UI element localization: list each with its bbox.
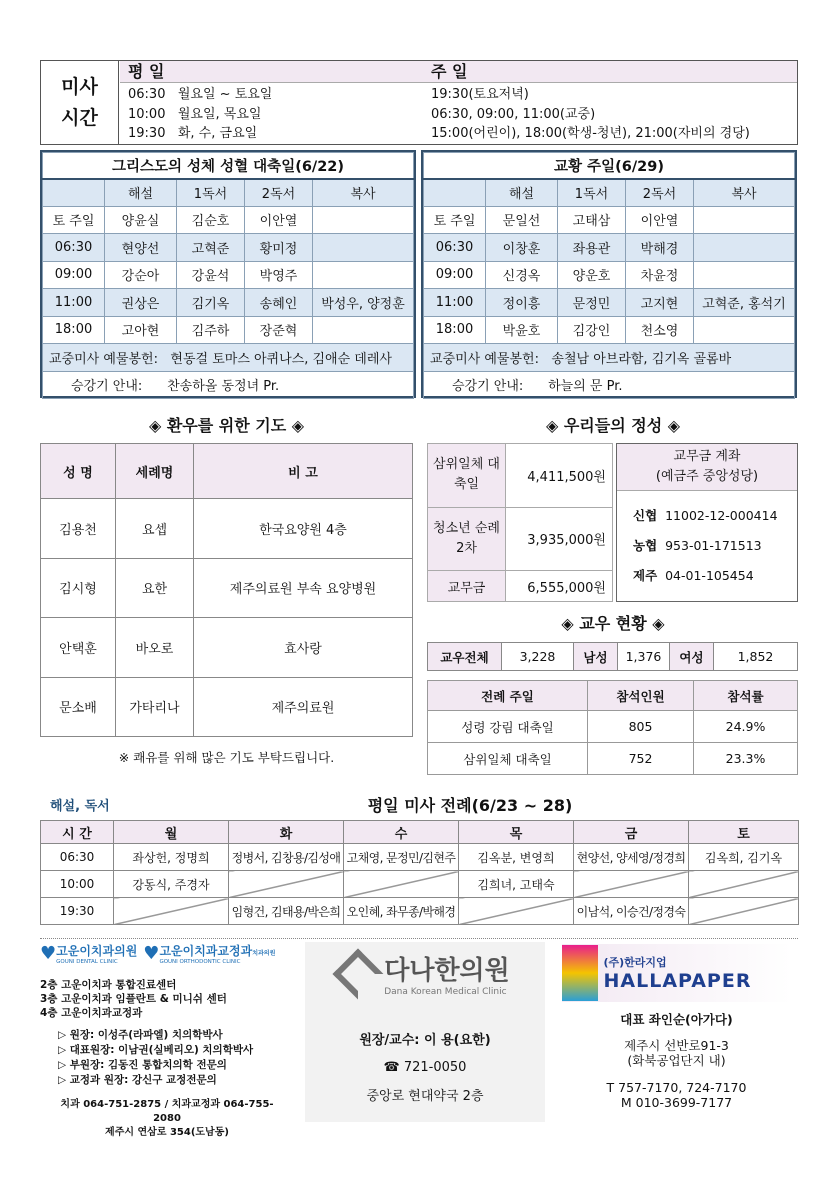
cell: 제주의료원	[194, 677, 413, 737]
cell: 송혜인	[245, 289, 313, 317]
female-value: 1,852	[714, 643, 798, 671]
cell	[694, 206, 795, 234]
weekday-mass-line: 10:00 월요일, 목요일	[128, 106, 262, 122]
account-row	[633, 501, 797, 531]
cell	[313, 261, 414, 289]
halla-address-2: (화북공업단지 내)	[627, 1053, 726, 1068]
offering-label: 교중미사 예물봉헌:	[49, 351, 158, 367]
cell: 24.9%	[694, 711, 798, 743]
cell: 김용천	[41, 499, 116, 559]
cell: 황미정	[245, 234, 313, 262]
staff-line: ▷ 대표원장: 이남권(실베리오) 치의학박사	[58, 1044, 254, 1056]
sunday-mass-line: 15:00(어린이), 18:00(학생-청년), 21:00(자비의 경당)	[431, 126, 750, 141]
table-row	[41, 844, 799, 871]
cell: 김희녀, 고태숙	[459, 871, 574, 898]
cell: 강윤석	[177, 261, 245, 289]
sunday-mass-line: 19:30(토요저녁)	[431, 87, 529, 102]
cell: 문소배	[41, 677, 116, 737]
prayer-table	[40, 443, 413, 737]
hymn-title: 하늘의 문 Pr.	[548, 379, 623, 395]
account-title	[617, 444, 797, 491]
weekday-side-label: 해설, 독서	[50, 799, 110, 814]
weekday-table	[40, 820, 799, 925]
dental-logos	[40, 942, 293, 974]
attendance-table	[427, 680, 798, 775]
hymn-line	[43, 371, 414, 399]
male-label: 남성	[574, 643, 618, 671]
table-row	[43, 289, 414, 317]
empty-cell	[459, 898, 574, 925]
attend-header: 참석인원	[588, 681, 694, 711]
hymn-line	[424, 371, 795, 399]
empty-cell	[574, 871, 689, 898]
table-row	[428, 571, 613, 602]
bank-name: 제주	[633, 568, 658, 583]
empty-cell	[114, 898, 229, 925]
table-row	[41, 499, 413, 559]
empty-cell	[689, 871, 799, 898]
cell: 06:30	[424, 234, 486, 262]
table-row	[424, 316, 795, 344]
offering-names: 송철남 아브라함, 김기옥 골롬바	[551, 351, 732, 367]
cell: 요셉	[116, 499, 194, 559]
table-row	[43, 206, 414, 234]
tooth-icon: ♥	[143, 943, 160, 964]
cell: 강순아	[105, 261, 177, 289]
dental-logo-2-tag: 치과의원	[252, 950, 276, 957]
ad-dental	[40, 942, 293, 1138]
cell: 오인혜, 좌무종/박해경	[344, 898, 459, 925]
offering-amount: 3,935,000원	[506, 507, 613, 571]
offering-line	[424, 344, 795, 372]
table-row	[43, 316, 414, 344]
halla-logo-icon	[562, 945, 598, 1001]
dental-contact	[40, 1098, 280, 1140]
offering-amount: 4,411,500원	[506, 444, 613, 508]
schedule-header	[424, 179, 486, 207]
table-row	[428, 711, 798, 743]
weekday-header: 금	[574, 821, 689, 844]
schedule-header: 1독서	[177, 179, 245, 207]
cell	[313, 206, 414, 234]
weekday-header: 화	[229, 821, 344, 844]
offering-label: 청소년 순례 2차	[428, 507, 506, 571]
table-row	[428, 507, 613, 571]
cell: 고혁준	[177, 234, 245, 262]
account-number: 953-01-171513	[665, 538, 762, 553]
bank-name: 신협	[633, 508, 658, 523]
cell: 김시형	[41, 558, 116, 618]
offering-label: 삼위일체 대축일	[428, 444, 506, 508]
staff-line: ▷ 교정과 원장: 강신구 교정전문의	[58, 1074, 217, 1086]
floor-line: 2층 고운이치과 통합진료센터	[40, 979, 177, 991]
halla-mobile: M 010-3699-7177	[620, 1095, 733, 1110]
weekday-mass-heading: 평 일	[120, 61, 427, 83]
schedule-header: 2독서	[626, 179, 694, 207]
halla-address-1: 제주시 선반로91-3	[624, 1038, 729, 1053]
mass-times-box	[40, 60, 798, 145]
account-number: 04-01-105454	[665, 568, 754, 583]
cell: 박영주	[245, 261, 313, 289]
dana-logo-icon	[333, 948, 384, 999]
offering-label: 교무금	[428, 571, 506, 602]
empty-cell	[344, 871, 459, 898]
cell	[313, 316, 414, 344]
cell: 이창훈	[486, 234, 558, 262]
cell: 양운호	[558, 261, 626, 289]
tooth-icon: ♥	[40, 943, 57, 964]
cell: 강동식, 주경자	[114, 871, 229, 898]
cell: 06:30	[41, 844, 114, 871]
dental-phone: 치과 064-751-2875 / 치과교정과 064-755-2080	[60, 1099, 274, 1124]
dental-staff	[40, 1028, 293, 1088]
cell: 고채영, 문정민/김현주	[344, 844, 459, 871]
dental-logo-1-text: 고운이치과의원	[56, 944, 138, 958]
ad-halla	[555, 942, 798, 1122]
weekday-mass-line: 19:30 화, 수, 금요일	[128, 126, 258, 141]
table-row	[43, 261, 414, 289]
cell: 11:00	[424, 289, 486, 317]
table-row	[41, 677, 413, 737]
offering-heading: ◈ 우리들의 정성 ◈	[545, 416, 681, 435]
account-row	[633, 531, 797, 561]
cell: 11:00	[43, 289, 105, 317]
account-box	[616, 443, 798, 602]
schedule-header: 1독서	[558, 179, 626, 207]
cell: 09:00	[424, 261, 486, 289]
cell: 805	[588, 711, 694, 743]
cell: 09:00	[43, 261, 105, 289]
mass-label-1: 미사	[61, 76, 98, 99]
members-heading: ◈ 교우 현황 ◈	[561, 614, 665, 633]
hymn-label: 승강기 안내:	[71, 379, 143, 395]
cell: 성령 강림 대축일	[428, 711, 588, 743]
empty-cell	[229, 871, 344, 898]
table-row	[43, 234, 414, 262]
cell: 김옥분, 변영희	[459, 844, 574, 871]
staff-line: ▷ 원장: 이성주(라파엘) 치의학박사	[58, 1029, 223, 1041]
cell: 천소영	[626, 316, 694, 344]
cell: 정이흥	[486, 289, 558, 317]
table-row	[424, 206, 795, 234]
weekday-header: 월	[114, 821, 229, 844]
dental-logo-2	[143, 942, 275, 965]
schedule-right	[421, 150, 797, 398]
offering-names: 현동걸 토마스 아퀴나스, 김애순 데레사	[170, 351, 392, 367]
cell: 안택훈	[41, 618, 116, 678]
hymn-title: 찬송하올 동정녀 Pr.	[167, 379, 280, 395]
male-value: 1,376	[618, 643, 670, 671]
cell: 양윤실	[105, 206, 177, 234]
cell: 박성우, 양정훈	[313, 289, 414, 317]
mass-times-label	[41, 61, 119, 144]
cell: 임형건, 김태용/박은희	[229, 898, 344, 925]
table-row	[41, 871, 799, 898]
cell: 10:00	[41, 871, 114, 898]
cell: 삼위일체 대축일	[428, 743, 588, 775]
cell	[694, 316, 795, 344]
cell: 효사랑	[194, 618, 413, 678]
table-row	[41, 898, 799, 925]
schedule-header: 복사	[694, 179, 795, 207]
mass-label-2: 시간	[61, 106, 98, 129]
cell: 18:00	[43, 316, 105, 344]
cell: 제주의료원 부속 요양병원	[194, 558, 413, 618]
cell	[313, 234, 414, 262]
cell: 정병서, 김창용/김성애	[229, 844, 344, 871]
weekday-header: 토	[689, 821, 799, 844]
schedule-left	[40, 150, 416, 398]
schedule-left-title: 그리스도의 성체 성혈 대축일(6/22)	[43, 153, 414, 179]
cell: 좌용관	[558, 234, 626, 262]
sunday-mass-lines	[427, 85, 797, 144]
attend-header: 참석률	[694, 681, 798, 711]
cell: 752	[588, 743, 694, 775]
halla-logo	[562, 944, 792, 1002]
schedule-header: 해설	[486, 179, 558, 207]
sunday-mass-heading: 주 일	[427, 61, 797, 83]
ad-dana	[305, 942, 545, 1122]
cell: 06:30	[43, 234, 105, 262]
cell: 18:00	[424, 316, 486, 344]
cell: 23.3%	[694, 743, 798, 775]
members-table	[427, 642, 798, 671]
cell: 박해경	[626, 234, 694, 262]
prayer-header: 성 명	[41, 444, 116, 499]
offering-label: 교중미사 예물봉헌:	[430, 351, 539, 367]
halla-logo-kr: (주)한라지업	[603, 956, 667, 969]
halla-contact	[555, 1080, 798, 1110]
cell: 한국요양원 4층	[194, 499, 413, 559]
prayer-heading: ◈ 환우를 위한 기도 ◈	[148, 416, 305, 435]
cell: 요한	[116, 558, 194, 618]
table-row	[41, 618, 413, 678]
dana-name: 다나한의원	[384, 956, 510, 986]
sunday-mass-line: 06:30, 09:00, 11:00(교중)	[431, 106, 596, 122]
cell: 문일선	[486, 206, 558, 234]
weekday-mass-line: 06:30 월요일 ~ 토요일	[128, 87, 273, 102]
halla-tel: T 757-7170, 724-7170	[606, 1080, 747, 1095]
table-row	[41, 558, 413, 618]
table-row	[428, 444, 613, 508]
cell: 김기옥	[177, 289, 245, 317]
cell: 현양선	[105, 234, 177, 262]
dana-sub: Dana Korean Medical Clinic	[384, 987, 507, 997]
cell: 권상은	[105, 289, 177, 317]
dental-logo-2-text: 고운이치과교정과	[159, 944, 253, 958]
schedule-header	[43, 179, 105, 207]
dental-floors	[40, 978, 293, 1020]
cell: 고태삼	[558, 206, 626, 234]
cell: 김순호	[177, 206, 245, 234]
cell: 좌상헌, 정명희	[114, 844, 229, 871]
cell: 고아현	[105, 316, 177, 344]
table-row	[424, 289, 795, 317]
cell: 박윤호	[486, 316, 558, 344]
hymn-label: 승강기 안내:	[452, 379, 524, 395]
empty-cell	[689, 898, 799, 925]
weekday-title: 평일 미사 전례(6/23 ~ 28)	[367, 796, 573, 815]
account-title-2: (예금주 중앙성당)	[655, 469, 759, 484]
cell: 김주하	[177, 316, 245, 344]
dana-director: 원장/교수: 이 용(요한)	[359, 1033, 491, 1048]
cell: 고혁준, 홍석기	[694, 289, 795, 317]
offering-table	[427, 443, 613, 602]
table-row	[424, 261, 795, 289]
table-row	[424, 234, 795, 262]
cell: 이남석, 이승건/정경숙	[574, 898, 689, 925]
dental-logo-1	[40, 942, 137, 965]
cell: 현양선, 양세영/정경희	[574, 844, 689, 871]
cell: 19:30	[41, 898, 114, 925]
bank-name: 농협	[633, 538, 658, 553]
halla-address	[555, 1038, 798, 1068]
cell: 이안열	[245, 206, 313, 234]
total-label: 교우전체	[428, 643, 502, 671]
cell: 토 주일	[43, 206, 105, 234]
schedule-header: 해설	[105, 179, 177, 207]
account-number: 11002-12-000414	[665, 508, 778, 523]
weekday-header: 목	[459, 821, 574, 844]
halla-ceo: 대표 좌인순(아가다)	[620, 1012, 733, 1027]
dana-logo	[305, 950, 545, 997]
prayer-note: ※ 쾌유를 위해 많은 기도 부탁드립니다.	[118, 750, 335, 765]
schedule-right-title: 교황 주일(6/29)	[424, 153, 795, 179]
cell: 토 주일	[424, 206, 486, 234]
floor-line: 3층 고운이치과 임플란트 & 미니쉬 센터	[40, 993, 227, 1005]
weekday-mass-lines	[120, 85, 427, 144]
dental-logo-2-sub: GOUNI ORTHODONTIC CLINIC	[159, 959, 241, 965]
cell	[694, 261, 795, 289]
halla-logo-en: HALLAPAPER	[603, 970, 752, 992]
account-title-1: 교무금 계좌	[673, 449, 741, 464]
cell: 김강인	[558, 316, 626, 344]
dana-address: 중앙로 현대약국 2층	[366, 1089, 484, 1104]
cell	[694, 234, 795, 262]
female-label: 여성	[670, 643, 714, 671]
cell: 이안열	[626, 206, 694, 234]
floor-line: 4층 고운이치과교정과	[40, 1007, 143, 1019]
dana-phone: ☎ 721-0050	[383, 1060, 467, 1075]
account-row	[633, 561, 797, 591]
cell: 문정민	[558, 289, 626, 317]
prayer-header: 세례명	[116, 444, 194, 499]
attend-header: 전례 주일	[428, 681, 588, 711]
cell: 장준혁	[245, 316, 313, 344]
cell: 고지현	[626, 289, 694, 317]
schedule-header: 복사	[313, 179, 414, 207]
table-row	[428, 643, 798, 671]
schedule-header: 2독서	[245, 179, 313, 207]
weekday-header: 수	[344, 821, 459, 844]
footer-divider	[40, 938, 798, 939]
weekday-header: 시 간	[41, 821, 114, 844]
table-row	[428, 743, 798, 775]
cell: 차윤정	[626, 261, 694, 289]
offering-line	[43, 344, 414, 372]
dental-logo-1-sub: GOUNI DENTAL CLINIC	[56, 959, 118, 965]
cell: 신경옥	[486, 261, 558, 289]
prayer-header: 비 고	[194, 444, 413, 499]
cell: 가타리나	[116, 677, 194, 737]
cell: 김옥희, 김기옥	[689, 844, 799, 871]
dental-address: 제주시 연삼로 354(도남동)	[105, 1127, 229, 1138]
offering-amount: 6,555,000원	[506, 571, 613, 602]
staff-line: ▷ 부원장: 김동진 통합치의학 전문의	[58, 1059, 227, 1071]
cell: 바오로	[116, 618, 194, 678]
total-value: 3,228	[502, 643, 574, 671]
